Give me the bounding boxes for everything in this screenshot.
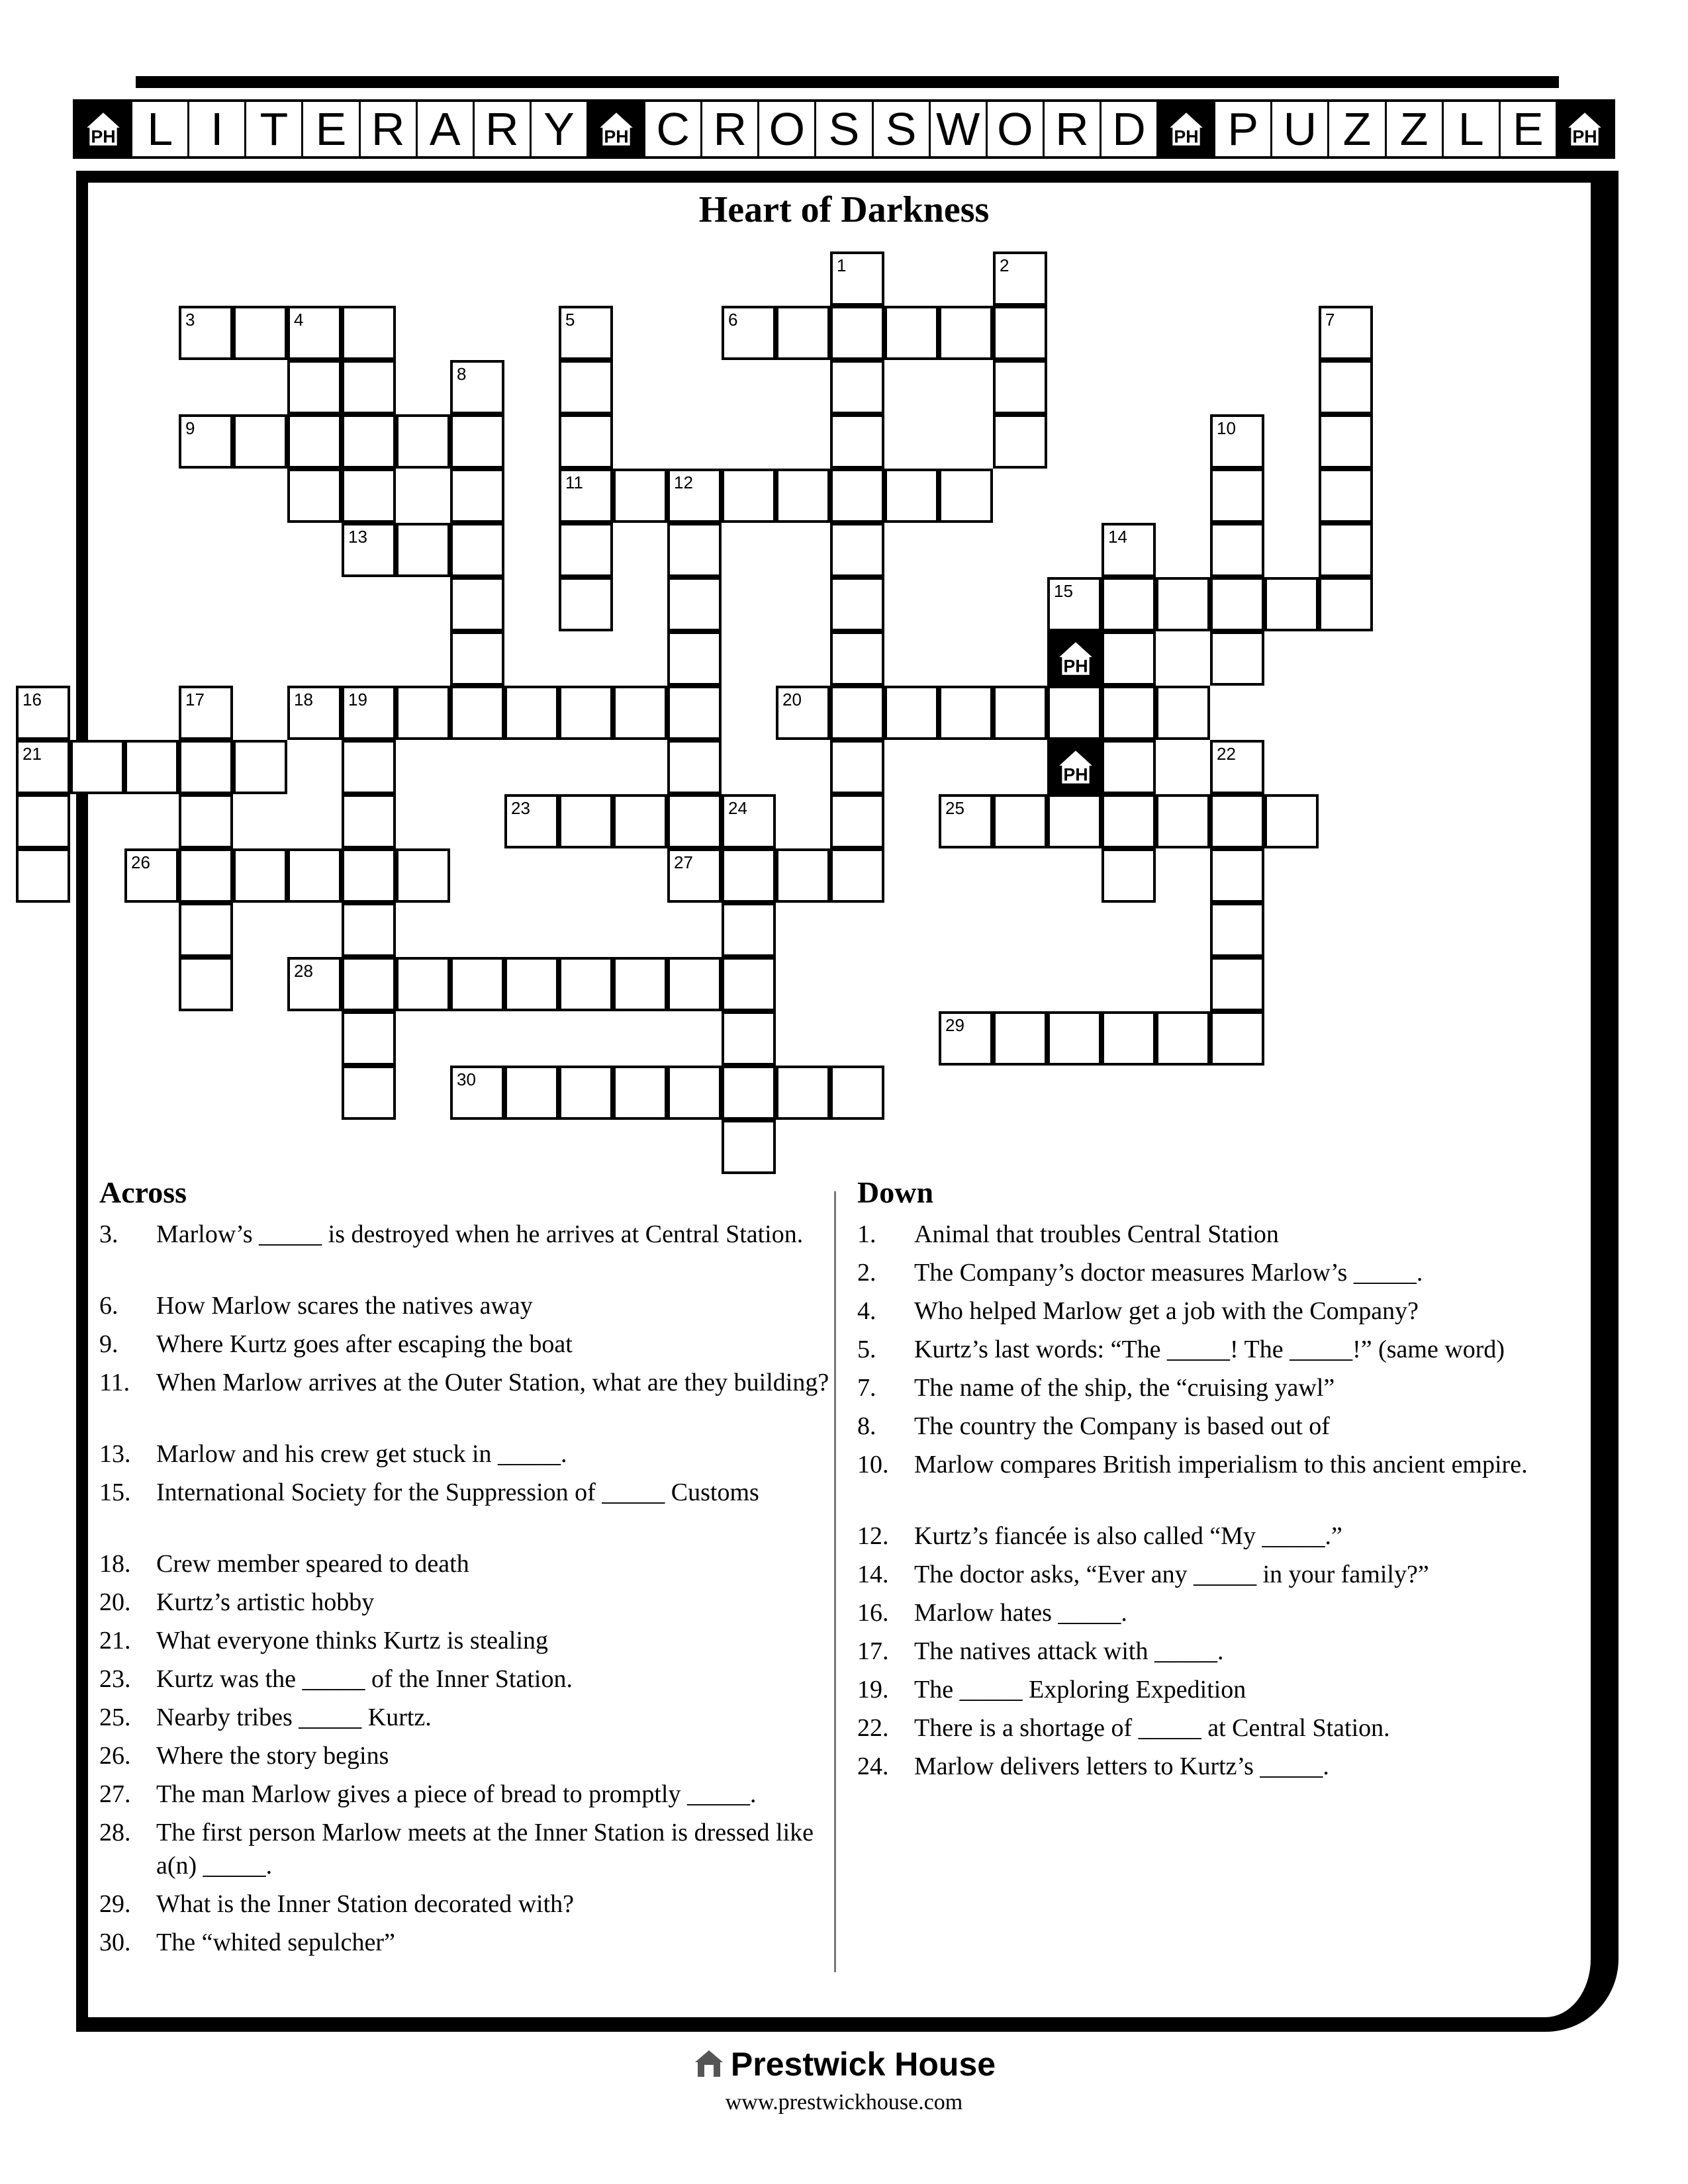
crossword-cell[interactable] bbox=[722, 1066, 776, 1120]
house-logo-icon bbox=[692, 2046, 726, 2087]
crossword-cell[interactable] bbox=[1210, 414, 1264, 469]
crossword-cell[interactable] bbox=[613, 957, 667, 1011]
clue-text: Marlow and his crew get stuck in _____. bbox=[156, 1440, 567, 1468]
crossword-cell[interactable] bbox=[450, 414, 504, 469]
clue-number: 15 bbox=[1054, 581, 1073, 601]
literary-crossword-banner bbox=[73, 99, 1615, 159]
clue-text: Marlow compares British imperialism to this ancient empire. bbox=[914, 1451, 1528, 1479]
clue-number: 9 bbox=[185, 418, 195, 438]
crossword-cell[interactable] bbox=[450, 1066, 504, 1120]
clue-number: 16. bbox=[857, 1599, 889, 1627]
clue-text: Kurtz’s artistic hobby bbox=[156, 1588, 375, 1616]
crossword-cell[interactable] bbox=[1210, 523, 1264, 577]
clue-text: Where Kurtz goes after escaping the boat bbox=[156, 1330, 573, 1358]
crossword-cell[interactable] bbox=[287, 360, 342, 414]
banner-letter: P bbox=[1215, 102, 1272, 156]
clue-number: 28. bbox=[99, 1819, 131, 1846]
crossword-cell[interactable] bbox=[993, 1011, 1047, 1066]
banner-letter: E bbox=[303, 102, 360, 156]
crossword-cell[interactable] bbox=[722, 1120, 776, 1174]
crossword-cell[interactable] bbox=[939, 469, 993, 523]
crossword-cell[interactable] bbox=[342, 1011, 396, 1066]
crossword-cell[interactable] bbox=[396, 686, 450, 740]
crossword-cell[interactable] bbox=[287, 957, 342, 1011]
crossword-cell[interactable] bbox=[722, 903, 776, 957]
clue-number: 6. bbox=[99, 1292, 118, 1320]
clue-number: 14. bbox=[857, 1561, 889, 1588]
banner-letter: R bbox=[361, 102, 418, 156]
crossword-cell[interactable] bbox=[776, 306, 830, 360]
crossword-cell[interactable] bbox=[776, 848, 830, 903]
crossword-cell[interactable] bbox=[559, 794, 613, 848]
clue-number: 24 bbox=[728, 798, 747, 818]
clue-number: 21. bbox=[99, 1627, 131, 1655]
clue-number: 12. bbox=[857, 1522, 889, 1550]
crossword-cell[interactable] bbox=[16, 848, 70, 903]
crossword-cell[interactable] bbox=[179, 903, 233, 957]
clue-text: There is a shortage of _____ at Central Station. bbox=[914, 1714, 1390, 1742]
crossword-cell[interactable] bbox=[396, 957, 450, 1011]
banner-letter: R bbox=[475, 102, 532, 156]
crossword-cell[interactable] bbox=[722, 1011, 776, 1066]
crossword-cell[interactable] bbox=[1210, 740, 1264, 794]
blocked-cell bbox=[1047, 631, 1102, 686]
crossword-cell[interactable] bbox=[1047, 577, 1102, 631]
crossword-cell[interactable] bbox=[179, 848, 233, 903]
crossword-cell[interactable] bbox=[450, 360, 504, 414]
crossword-cell[interactable] bbox=[884, 306, 939, 360]
svg-text:PH: PH bbox=[1063, 656, 1088, 676]
crossword-cell[interactable] bbox=[233, 414, 287, 469]
crossword-cell[interactable] bbox=[667, 523, 722, 577]
crossword-cell[interactable] bbox=[830, 1066, 884, 1120]
crossword-cell[interactable] bbox=[1102, 631, 1156, 686]
banner-letter: S bbox=[874, 102, 931, 156]
crossword-cell[interactable] bbox=[667, 1066, 722, 1120]
crossword-cell[interactable] bbox=[830, 360, 884, 414]
banner-letter: Z bbox=[1329, 102, 1386, 156]
clue-text: How Marlow scares the natives away bbox=[156, 1292, 533, 1320]
crossword-cell[interactable] bbox=[993, 686, 1047, 740]
clue-number: 23. bbox=[99, 1665, 131, 1693]
crossword-cell[interactable] bbox=[1319, 577, 1373, 631]
crossword-cell[interactable] bbox=[830, 686, 884, 740]
clue-text: What is the Inner Station decorated with? bbox=[156, 1890, 575, 1918]
clue-number: 5. bbox=[857, 1336, 876, 1363]
crossword-cell[interactable] bbox=[287, 686, 342, 740]
clue-number: 15. bbox=[99, 1479, 131, 1506]
crossword-cell[interactable] bbox=[450, 957, 504, 1011]
crossword-cell[interactable] bbox=[233, 306, 287, 360]
crossword-cell[interactable] bbox=[559, 577, 613, 631]
clue-number: 4 bbox=[294, 310, 304, 330]
clue-number: 14 bbox=[1108, 527, 1127, 547]
clue-text: What everyone thinks Kurtz is stealing bbox=[156, 1627, 549, 1655]
clue-number: 3 bbox=[185, 310, 195, 330]
crossword-cell[interactable] bbox=[450, 523, 504, 577]
svg-text:PH: PH bbox=[1063, 764, 1088, 785]
down-heading: Down bbox=[857, 1175, 934, 1209]
clue-number: 8. bbox=[857, 1412, 876, 1440]
clue-text: Kurtz’s fiancée is also called “My _____.” bbox=[914, 1522, 1342, 1550]
crossword-cell[interactable] bbox=[287, 306, 342, 360]
crossword-cell[interactable] bbox=[830, 631, 884, 686]
crossword-cell[interactable] bbox=[1210, 903, 1264, 957]
banner-letter: U bbox=[1272, 102, 1329, 156]
crossword-cell[interactable] bbox=[396, 414, 450, 469]
crossword-cell[interactable] bbox=[1264, 577, 1319, 631]
crossword-cell[interactable] bbox=[1319, 306, 1373, 360]
crossword-cell[interactable] bbox=[559, 360, 613, 414]
crossword-cell[interactable] bbox=[830, 251, 884, 306]
page-title: Heart of Darkness bbox=[698, 189, 990, 230]
blocked-cell bbox=[1047, 740, 1102, 794]
banner-letter: C bbox=[645, 102, 702, 156]
crossword-cell[interactable] bbox=[776, 686, 830, 740]
crossword-cell[interactable] bbox=[342, 957, 396, 1011]
crossword-cell[interactable] bbox=[993, 306, 1047, 360]
crossword-cell[interactable] bbox=[342, 686, 396, 740]
crossword-cell[interactable] bbox=[939, 794, 993, 848]
clue-number: 27 bbox=[674, 852, 693, 872]
crossword-cell[interactable] bbox=[667, 848, 722, 903]
clue-text: Kurtz was the _____ of the Inner Station. bbox=[156, 1665, 573, 1693]
crossword-cell[interactable] bbox=[830, 469, 884, 523]
crossword-cell[interactable] bbox=[1210, 848, 1264, 903]
clue-text: The man Marlow gives a piece of bread to promptly _____. bbox=[156, 1780, 757, 1808]
banner-letter: R bbox=[702, 102, 759, 156]
crossword-cell[interactable] bbox=[993, 414, 1047, 469]
clue-number: 11. bbox=[99, 1369, 130, 1396]
clue-number: 2. bbox=[857, 1259, 876, 1287]
crossword-cell[interactable] bbox=[179, 686, 233, 740]
crossword-cell[interactable] bbox=[667, 957, 722, 1011]
clue-number: 7 bbox=[1325, 310, 1335, 330]
crossword-cell[interactable] bbox=[342, 523, 396, 577]
crossword-cell[interactable] bbox=[179, 957, 233, 1011]
clue-number: 19 bbox=[348, 690, 367, 709]
banner-letter: L bbox=[1444, 102, 1501, 156]
clue-text: Where the story begins bbox=[156, 1742, 389, 1770]
crossword-cell[interactable] bbox=[1102, 577, 1156, 631]
crossword-cell[interactable] bbox=[830, 577, 884, 631]
crossword-cell[interactable] bbox=[559, 306, 613, 360]
crossword-cell[interactable] bbox=[179, 306, 233, 360]
clue-number: 18 bbox=[294, 690, 313, 709]
crossword-cell[interactable] bbox=[722, 957, 776, 1011]
crossword-cell[interactable] bbox=[179, 740, 233, 794]
crossword-cell[interactable] bbox=[884, 686, 939, 740]
crossword-cell[interactable] bbox=[342, 848, 396, 903]
crossword-cell[interactable] bbox=[1047, 686, 1102, 740]
clue-text: Who helped Marlow get a job with the Company? bbox=[914, 1297, 1419, 1325]
clue-text: The name of the ship, the “cruising yawl” bbox=[914, 1374, 1335, 1402]
clue-number: 30. bbox=[99, 1929, 131, 1956]
clue-number: 27. bbox=[99, 1780, 131, 1808]
banner-letter: W bbox=[931, 102, 988, 156]
crossword-cell[interactable] bbox=[396, 848, 450, 903]
banner-letter: Y bbox=[532, 102, 588, 156]
column-divider bbox=[834, 1191, 836, 1972]
crossword-cell[interactable] bbox=[830, 414, 884, 469]
banner-letter: S bbox=[816, 102, 873, 156]
crossword-cell[interactable] bbox=[993, 794, 1047, 848]
clue-number: 3. bbox=[99, 1220, 118, 1248]
crossword-cell[interactable] bbox=[504, 1066, 559, 1120]
crossword-cell[interactable] bbox=[450, 686, 504, 740]
banner-letter: O bbox=[988, 102, 1045, 156]
crossword-cell[interactable] bbox=[504, 794, 559, 848]
clue-number: 17 bbox=[185, 690, 205, 709]
clue-text: Marlow’s _____ is destroyed when he arrives at Central Station. bbox=[156, 1220, 804, 1248]
crossword-cell[interactable] bbox=[1102, 686, 1156, 740]
ph-logo-icon bbox=[1055, 638, 1096, 682]
clue-number: 13 bbox=[348, 527, 367, 547]
crossword-cell[interactable] bbox=[342, 469, 396, 523]
crossword-cell[interactable] bbox=[667, 686, 722, 740]
clue-number: 22 bbox=[1217, 744, 1236, 764]
clue-number: 16 bbox=[23, 690, 42, 709]
clue-text: Crew member speared to death bbox=[156, 1550, 469, 1578]
ph-logo-icon bbox=[1558, 102, 1613, 156]
crossword-cell[interactable] bbox=[1319, 469, 1373, 523]
crossword-cell[interactable] bbox=[396, 523, 450, 577]
clue-number: 20 bbox=[782, 690, 802, 709]
crossword-cell[interactable] bbox=[342, 1066, 396, 1120]
crossword-cell[interactable] bbox=[939, 1011, 993, 1066]
crossword-cell[interactable] bbox=[1102, 1011, 1156, 1066]
crossword-cell[interactable] bbox=[287, 848, 342, 903]
clue-text: The doctor asks, “Ever any _____ in your family?” bbox=[914, 1561, 1429, 1588]
crossword-cell[interactable] bbox=[342, 414, 396, 469]
crossword-cell[interactable] bbox=[233, 848, 287, 903]
crossword-cell[interactable] bbox=[124, 848, 179, 903]
crossword-cell[interactable] bbox=[342, 360, 396, 414]
clue-text: The “whited sepulcher” bbox=[156, 1929, 395, 1956]
crossword-cell[interactable] bbox=[667, 469, 722, 523]
clue-text: Animal that troubles Central Station bbox=[914, 1220, 1279, 1248]
banner-letter: Z bbox=[1387, 102, 1444, 156]
crossword-cell[interactable] bbox=[287, 414, 342, 469]
crossword-cell[interactable] bbox=[830, 523, 884, 577]
crossword-cell[interactable] bbox=[1319, 360, 1373, 414]
clue-number: 1 bbox=[837, 255, 847, 275]
crossword-cell[interactable] bbox=[722, 848, 776, 903]
ph-logo-icon bbox=[1158, 102, 1215, 156]
clue-number: 17. bbox=[857, 1637, 889, 1665]
ph-logo-icon bbox=[75, 102, 132, 156]
crossword-cell[interactable] bbox=[939, 686, 993, 740]
clue-number: 26. bbox=[99, 1742, 131, 1770]
clue-number: 20. bbox=[99, 1588, 131, 1616]
svg-text:PH: PH bbox=[603, 126, 629, 147]
crossword-cell[interactable] bbox=[667, 794, 722, 848]
crossword-cell[interactable] bbox=[342, 306, 396, 360]
crossword-cell[interactable] bbox=[1210, 957, 1264, 1011]
clue-number: 19. bbox=[857, 1676, 889, 1704]
crossword-cell[interactable] bbox=[559, 523, 613, 577]
clue-text: Marlow delivers letters to Kurtz’s _____. bbox=[914, 1752, 1329, 1780]
clue-number: 2 bbox=[1000, 255, 1009, 275]
clue-number: 10 bbox=[1217, 418, 1236, 438]
clue-text: The _____ Exploring Expedition bbox=[914, 1676, 1246, 1704]
crossword-cell[interactable] bbox=[1210, 469, 1264, 523]
crossword-cell[interactable] bbox=[667, 740, 722, 794]
banner-letter: L bbox=[132, 102, 189, 156]
clue-text: Nearby tribes _____ Kurtz. bbox=[156, 1704, 432, 1731]
crossword-cell[interactable] bbox=[1210, 1011, 1264, 1066]
clue-number: 29. bbox=[99, 1890, 131, 1918]
crossword-cell[interactable] bbox=[559, 469, 613, 523]
crossword-cell[interactable] bbox=[287, 469, 342, 523]
clue-number: 9. bbox=[99, 1330, 118, 1358]
clue-number: 22. bbox=[857, 1714, 889, 1742]
clue-number: 1. bbox=[857, 1220, 876, 1248]
svg-text:PH: PH bbox=[90, 126, 116, 147]
clue-number: 25. bbox=[99, 1704, 131, 1731]
banner-letter: O bbox=[759, 102, 816, 156]
crossword-cell[interactable] bbox=[939, 306, 993, 360]
crossword-cell[interactable] bbox=[1156, 794, 1210, 848]
crossword-cell[interactable] bbox=[16, 740, 70, 794]
clue-number: 8 bbox=[457, 364, 467, 384]
crossword-cell[interactable] bbox=[559, 957, 613, 1011]
crossword-cell[interactable] bbox=[504, 957, 559, 1011]
banner-letter: I bbox=[189, 102, 246, 156]
crossword-cell[interactable] bbox=[1319, 523, 1373, 577]
clue-number: 13. bbox=[99, 1440, 131, 1468]
banner-letter: T bbox=[246, 102, 303, 156]
crossword-cell[interactable] bbox=[993, 360, 1047, 414]
crossword-cell[interactable] bbox=[722, 469, 776, 523]
clue-text: Kurtz’s last words: “The _____! The _____!” (same word) bbox=[914, 1336, 1505, 1363]
crossword-cell[interactable] bbox=[342, 903, 396, 957]
crossword-cell[interactable] bbox=[1210, 631, 1264, 686]
clue-text: When Marlow arrives at the Outer Station, what are they building? bbox=[156, 1369, 829, 1396]
crossword-cell[interactable] bbox=[559, 686, 613, 740]
crossword-cell[interactable] bbox=[1156, 577, 1210, 631]
crossword-cell[interactable] bbox=[722, 306, 776, 360]
clue-text: The country the Company is based out of bbox=[914, 1412, 1330, 1440]
crossword-cell[interactable] bbox=[1102, 523, 1156, 577]
clue-text: The Company’s doctor measures Marlow’s _____. bbox=[914, 1259, 1423, 1287]
crossword-cell[interactable] bbox=[1156, 1011, 1210, 1066]
clue-text: The natives attack with _____. bbox=[914, 1637, 1224, 1665]
crossword-cell[interactable] bbox=[776, 1066, 830, 1120]
crossword-cell[interactable] bbox=[1102, 794, 1156, 848]
crossword-cell[interactable] bbox=[667, 577, 722, 631]
crossword-cell[interactable] bbox=[124, 740, 179, 794]
crossword-cell[interactable] bbox=[613, 794, 667, 848]
crossword-cell[interactable] bbox=[722, 794, 776, 848]
banner-letter: R bbox=[1045, 102, 1102, 156]
crossword-cell[interactable] bbox=[1047, 794, 1102, 848]
ph-logo-icon bbox=[588, 102, 645, 156]
crossword-cell[interactable] bbox=[993, 251, 1047, 306]
crossword-cell[interactable] bbox=[830, 306, 884, 360]
crossword-cell[interactable] bbox=[1319, 414, 1373, 469]
clue-number: 21 bbox=[23, 744, 42, 764]
crossword-cell[interactable] bbox=[16, 794, 70, 848]
clue-text: Marlow hates _____. bbox=[914, 1599, 1127, 1627]
clue-number: 12 bbox=[674, 473, 693, 492]
clue-number: 24. bbox=[857, 1752, 889, 1780]
crossword-cell[interactable] bbox=[16, 686, 70, 740]
ph-logo-icon bbox=[1055, 747, 1096, 791]
crossword-cell[interactable] bbox=[342, 740, 396, 794]
clue-number: 6 bbox=[728, 310, 738, 330]
crossword-cell[interactable] bbox=[1102, 740, 1156, 794]
crossword-cell[interactable] bbox=[504, 686, 559, 740]
svg-text:PH: PH bbox=[1173, 126, 1199, 147]
crossword-cell[interactable] bbox=[884, 469, 939, 523]
clue-text: International Society for the Suppression of _____ Customs bbox=[156, 1479, 759, 1506]
crossword-cell[interactable] bbox=[1156, 686, 1210, 740]
clue-number: 28 bbox=[294, 961, 313, 981]
clue-number: 29 bbox=[945, 1015, 964, 1035]
crossword-cell[interactable] bbox=[179, 414, 233, 469]
crossword-cell[interactable] bbox=[830, 740, 884, 794]
crossword-cell[interactable] bbox=[233, 740, 287, 794]
banner-letter: A bbox=[418, 102, 475, 156]
clue-number: 7. bbox=[857, 1374, 876, 1402]
crossword-cell[interactable] bbox=[830, 794, 884, 848]
crossword-cell[interactable] bbox=[613, 1066, 667, 1120]
crossword-cell[interactable] bbox=[450, 577, 504, 631]
clue-number: 23 bbox=[511, 798, 530, 818]
crossword-cell[interactable] bbox=[667, 631, 722, 686]
clue-number: 11 bbox=[565, 473, 583, 492]
crossword-cell[interactable] bbox=[613, 686, 667, 740]
clue-number: 26 bbox=[131, 852, 150, 872]
crossword-cell[interactable] bbox=[1047, 1011, 1102, 1066]
footer-url[interactable]: www.prestwickhouse.com bbox=[725, 2090, 963, 2115]
banner-letter: E bbox=[1501, 102, 1558, 156]
clue-number: 25 bbox=[945, 798, 964, 818]
clue-number: 30 bbox=[457, 1069, 476, 1089]
crossword-cell[interactable] bbox=[1210, 794, 1264, 848]
banner-letter: D bbox=[1102, 102, 1158, 156]
crossword-cell[interactable] bbox=[70, 740, 124, 794]
clue-number: 18. bbox=[99, 1550, 131, 1578]
clue-number: 5 bbox=[565, 310, 575, 330]
crossword-cell[interactable] bbox=[830, 848, 884, 903]
crossword-cell[interactable] bbox=[613, 469, 667, 523]
clue-number: 10. bbox=[857, 1451, 889, 1479]
svg-text:PH: PH bbox=[1572, 126, 1598, 147]
crossword-cell[interactable] bbox=[776, 469, 830, 523]
crossword-cell[interactable] bbox=[559, 1066, 613, 1120]
crossword-cell[interactable] bbox=[1210, 577, 1264, 631]
footer-brand: Prestwick House bbox=[0, 2045, 1688, 2087]
crossword-cell[interactable] bbox=[1102, 848, 1156, 903]
top-rule bbox=[136, 76, 1559, 88]
clue-number: 4. bbox=[857, 1297, 876, 1325]
crossword-cell[interactable] bbox=[450, 469, 504, 523]
crossword-cell[interactable] bbox=[1264, 794, 1319, 848]
crossword-cell[interactable] bbox=[450, 631, 504, 686]
crossword-cell[interactable] bbox=[179, 794, 233, 848]
clue-text: The first person Marlow meets at the Inner Station is dressed like a(n) _____. bbox=[156, 1819, 814, 1880]
crossword-cell[interactable] bbox=[342, 794, 396, 848]
crossword-cell[interactable] bbox=[559, 414, 613, 469]
across-heading: Across bbox=[99, 1175, 187, 1209]
